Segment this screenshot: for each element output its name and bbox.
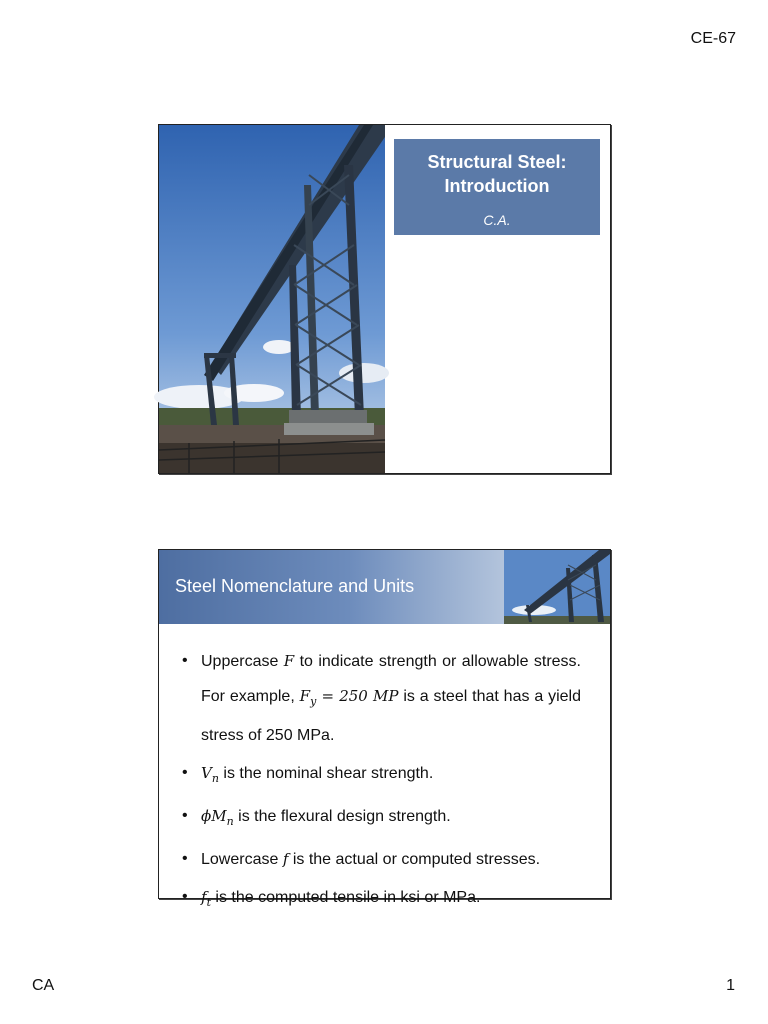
title-box — [394, 139, 600, 235]
slide-heading: Steel Nomenclature and Units — [175, 576, 415, 596]
bullet-uppercase-f: • Uppercase F to indicate strength or allowable stress. For example, $F_y = 250$ MP is a steel that has a yield stress of 250 MPa. — [179, 644, 581, 753]
bridge-thumbnail — [504, 550, 610, 624]
page-number: 1 — [726, 977, 735, 994]
slide-author: C.A. — [483, 212, 511, 228]
page-header-code: CE-67 — [690, 30, 736, 47]
slide-title-line1: Structural Steel: — [427, 152, 567, 172]
slide-banner — [159, 550, 504, 624]
bullet-vn: • $V_n$ is the nominal shear strength. — [179, 756, 581, 796]
slide-title — [158, 124, 611, 474]
bridge-photo — [159, 125, 385, 473]
bullet-lowercase-f: • Lowercase f is the actual or computed stresses. — [179, 842, 581, 877]
footer-left: CA — [32, 977, 55, 994]
bullet-ft: • $f_t$ is the computed tensile in ksi or MPa. — [179, 880, 581, 920]
bullet-phi-mn: • $\phi M_n$ is the flexural design strength. — [179, 799, 581, 839]
slide-nomenclature — [158, 549, 611, 909]
slide-title-line2: Introduction — [444, 176, 550, 196]
bullet-list — [179, 644, 581, 923]
